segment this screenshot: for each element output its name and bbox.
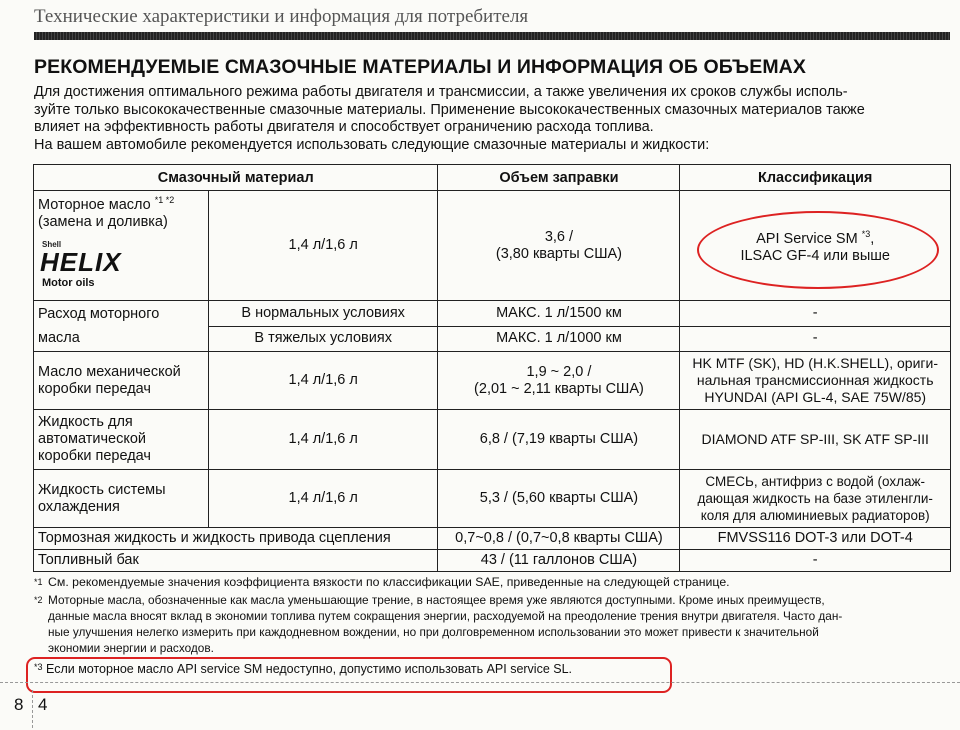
manual-volume-1: 1,9 ~ 2,0 / — [526, 363, 592, 380]
automatic-name-1: Жидкость для — [38, 414, 133, 430]
engine-oil-class-2: ILSAC GF-4 или выше — [740, 247, 890, 264]
footnote-2-mark: *2 — [34, 595, 43, 605]
footnote-2-line: экономии энергии и расходов. — [48, 641, 214, 655]
manual-volume-cell — [438, 352, 680, 410]
cooling-name-1: Жидкость системы — [38, 481, 166, 498]
table-row-fuel — [34, 550, 951, 572]
table-row-cooling — [34, 470, 951, 528]
automatic-volume: 6,8 / (7,19 кварты США) — [438, 410, 680, 470]
table-row-oil-consumption-normal — [34, 301, 951, 327]
max-heavy: МАКС. 1 л/1000 км — [438, 326, 680, 352]
automatic-class: DIAMOND ATF SP-III, SK ATF SP-III — [680, 410, 951, 470]
page-number-page: 4 — [38, 695, 48, 714]
header-volume: Объем заправки — [438, 165, 680, 191]
logo-shell-text: Shell — [42, 239, 62, 249]
cut-line-vertical — [32, 690, 33, 728]
cooling-class-2: дающая жидкость на базе этиленгли- — [697, 491, 933, 506]
footnote-1-text: См. рекомендуемые значения коэффициента вязкости по классификации SAE, приведенные на следующей странице. — [48, 575, 730, 589]
cooling-volume: 5,3 / (5,60 кварты США) — [438, 470, 680, 528]
logo-helix-text: HELIX — [40, 246, 122, 277]
engine-oil-label: Моторное масло — [38, 196, 151, 213]
section-header: Технические характеристики и информация для потребителя — [34, 6, 529, 27]
cond-normal: В нормальных условиях — [208, 301, 438, 327]
class-heavy: - — [680, 326, 951, 352]
header-classification: Классификация — [680, 165, 951, 191]
brake-volume: 0,7~0,8 / (0,7~0,8 кварты США) — [438, 528, 680, 550]
page-number-chapter: 8 — [14, 695, 24, 714]
intro-text — [34, 84, 954, 154]
manual-class-3: HYUNDAI (API GL-4, SAE 75W/85) — [704, 389, 927, 405]
intro-line: зуйте только высококачественные смазочные материалы. Применение высококачественных смазочных материалов также — [34, 101, 865, 118]
engine-oil-volume-2: (3,80 кварты США) — [495, 245, 622, 262]
brake-class: FMVSS116 DOT-3 или DOT-4 — [680, 528, 951, 550]
brake-name: Тормозная жидкость и жидкость привода сцепления — [34, 528, 438, 550]
footnotes — [34, 574, 958, 657]
manual-class-cell — [680, 352, 951, 410]
manual-class-1: HK MTF (SK), HD (H.K.SHELL), ориги- — [692, 355, 938, 371]
fuel-class: - — [680, 550, 951, 572]
table-row-automatic — [34, 410, 951, 470]
engine-oil-name-cell — [34, 191, 209, 301]
table-header-row — [34, 165, 951, 191]
engine-oil-volume-cell — [438, 191, 680, 301]
shell-helix-logo — [40, 237, 162, 289]
engine-oil-amount: 1,4 л/1,6 л — [208, 191, 438, 301]
manual-name-1: Масло механической — [38, 363, 181, 380]
footnote-2-line: данные масла вносят вклад в экономии топлива путем сокращения энергии, расходуемой на преодоление трения внутри двигателя. Часто дан- — [48, 609, 843, 623]
max-normal: МАКС. 1 л/1500 км — [438, 301, 680, 327]
footnote-3-text: Если моторное масло API service SM недоступно, допустимо использовать API service SL. — [46, 662, 573, 676]
manual-amount: 1,4 л/1,6 л — [208, 352, 438, 410]
table-row-manual — [34, 352, 951, 410]
footnote-1 — [34, 574, 958, 590]
cooling-class-cell — [680, 470, 951, 528]
engine-oil-sub: (замена и доливка) — [38, 213, 168, 230]
engine-oil-volume-1: 3,6 / — [544, 228, 574, 245]
header-bar — [34, 32, 950, 40]
footnote-2-line: ные улучшения нелегко измерить при каждодневном вождении, но при долговременном использовании это может привести к значительной — [48, 625, 819, 639]
manual-name-2: коробки передач — [38, 380, 151, 397]
cooling-amount: 1,4 л/1,6 л — [208, 470, 438, 528]
header-material: Смазочный материал — [34, 165, 438, 191]
fuel-name: Топливный бак — [34, 550, 438, 572]
class-normal: - — [680, 301, 951, 327]
footnote-2 — [34, 592, 958, 656]
automatic-name-cell — [34, 410, 209, 470]
page-number — [14, 695, 48, 715]
automatic-name-3: коробки передач — [38, 448, 151, 464]
table-row-brake — [34, 528, 951, 550]
oil-consumption-name-2: масла — [38, 330, 80, 346]
cooling-name-cell — [34, 470, 209, 528]
fuel-volume: 43 / (11 галлонов США) — [438, 550, 680, 572]
footnote-1-mark: *1 — [34, 577, 43, 587]
intro-line: Для достижения оптимального режима работы двигателя и трансмиссии, а также увеличения их сроков службы исполь- — [34, 84, 848, 100]
cooling-class-1: СМЕСЬ, антифриз с водой (охлаж- — [705, 474, 926, 489]
footnote-2-line: Моторные масла, обозначенные как масла уменьшающие трение, в настоящее время уже являются доступными. Кроме иных преимуществ, — [48, 593, 825, 607]
oil-consumption-name-cell — [34, 301, 209, 352]
intro-line: На вашем автомобиле рекомендуется использовать следующие смазочные материалы и жидкости: — [34, 136, 710, 153]
cond-heavy: В тяжелых условиях — [208, 326, 438, 352]
highlight-oval — [697, 211, 939, 289]
page-title: РЕКОМЕНДУЕМЫЕ СМАЗОЧНЫЕ МАТЕРИАЛЫ И ИНФОРМАЦИЯ ОБ ОБЪЕМАХ — [34, 56, 806, 78]
footnote-3-mark: *3 — [34, 662, 43, 672]
engine-oil-class-mark: *3 — [861, 229, 871, 240]
intro-line: влияет на эффективность работы двигателя и способствует ограничению расхода топлива. — [34, 119, 654, 135]
cut-line — [0, 682, 960, 683]
highlight-rectangle — [26, 657, 672, 693]
cooling-class-3: коля для алюминиевых радиаторов) — [700, 508, 930, 523]
automatic-name-2: автоматической — [38, 431, 146, 447]
manual-class-2: нальная трансмиссионная жидкость — [696, 372, 934, 388]
engine-oil-name — [38, 192, 204, 214]
oil-consumption-name-1: Расход моторного — [38, 306, 160, 322]
automatic-amount: 1,4 л/1,6 л — [208, 410, 438, 470]
engine-oil-class-comma: , — [870, 230, 875, 247]
manual-name-cell — [34, 352, 209, 410]
cooling-name-2: охлаждения — [38, 498, 120, 515]
logo-motor-text: Motor oils — [42, 276, 95, 289]
engine-oil-class-text: API Service SM — [756, 230, 858, 247]
manual-volume-2: (2,01 ~ 2,11 кварты США) — [474, 380, 644, 397]
engine-oil-marks: *1 *2 — [154, 195, 175, 205]
